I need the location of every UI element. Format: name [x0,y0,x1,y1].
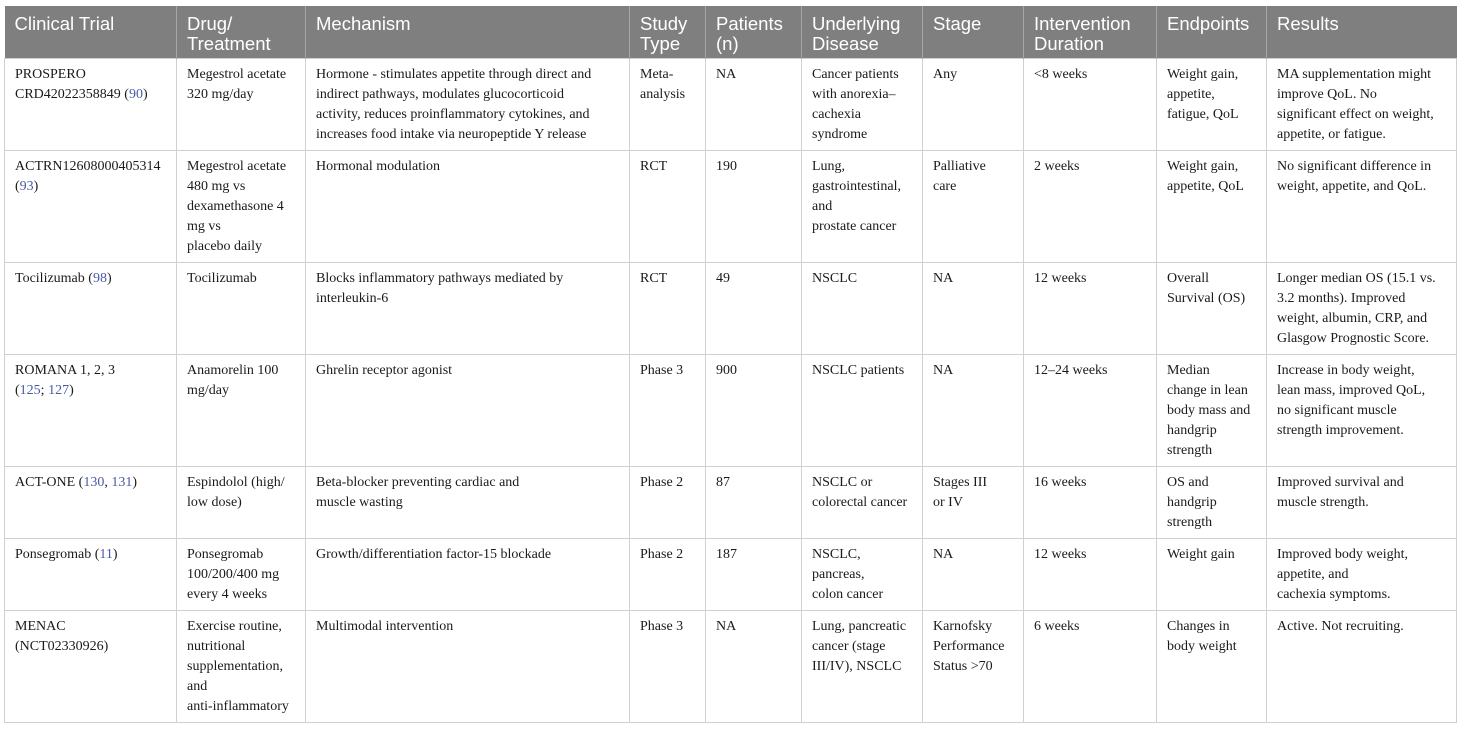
cell-study-type-line: Phase 3 [640,619,684,634]
table-row [5,467,1457,539]
cell-underlying-disease-line: prostate cancer [812,219,897,234]
cell-mechanism [306,263,630,355]
header-study-type-line: Type [640,33,681,54]
cell-intervention-duration [1024,467,1157,539]
cell-results-line: improve QoL. No [1277,87,1377,102]
header-intervention-duration-line: Duration [1034,33,1104,54]
table-row [5,611,1457,723]
cell-endpoints [1157,539,1267,611]
cell-results-line: Longer median OS (15.1 vs. [1277,271,1436,286]
header-patients [706,6,802,59]
cell-mechanism-line: increases food intake via neuropeptide Y release [316,127,587,142]
cell-mechanism [306,151,630,263]
cell-stage [923,467,1024,539]
cell-study-type-line: analysis [640,87,686,102]
cell-results [1267,467,1457,539]
cell-mechanism-line: Hormone - stimulates appetite through direct and [316,67,592,82]
trial-name-line: (125; 127) [15,383,74,398]
table-row [5,151,1457,263]
table-row [5,539,1457,611]
cell-drug-treatment [177,467,306,539]
cell-mechanism-line: Blocks inflammatory pathways mediated by [316,271,564,286]
cell-intervention-duration-line: 2 weeks [1034,159,1080,174]
cell-mechanism-line: Ghrelin receptor agonist [316,363,453,378]
header-stage [923,6,1024,59]
cell-clinical-trial [5,539,177,611]
trial-name-line: ACTRN12608000405314 [15,159,161,174]
cell-results-line: appetite, and [1277,567,1349,582]
cell-patients-line: NA [716,67,737,82]
cell-drug-treatment-line: Ponsegromab [187,547,264,562]
reference-link[interactable]: 90 [128,87,143,102]
cell-patients [706,59,802,151]
cell-intervention-duration [1024,355,1157,467]
cell-mechanism [306,611,630,723]
cell-intervention-duration-line: <8 weeks [1034,67,1088,82]
header-results [1267,6,1457,59]
cell-drug-treatment [177,539,306,611]
cell-results [1267,539,1457,611]
cell-patients-line: 49 [716,271,730,286]
cell-stage-line: NA [933,363,954,378]
cell-results-line: strength improvement. [1277,423,1404,438]
cell-results [1267,611,1457,723]
cell-results [1267,263,1457,355]
cell-underlying-disease [802,467,923,539]
cell-results-line: Improved survival and [1277,475,1404,490]
cell-results-line: weight, albumin, CRP, and [1277,311,1428,326]
cell-mechanism-line: muscle wasting [316,495,403,510]
reference-link[interactable]: 125 [19,383,41,398]
header-study-type [630,6,706,59]
cell-results-line: Active. Not recruiting. [1277,619,1404,634]
cell-patients-line: 900 [716,363,737,378]
cell-underlying-disease-line: NSCLC patients [812,363,905,378]
cell-underlying-disease-line: with anorexia– [812,87,896,102]
cell-drug-treatment-line: Exercise routine, [187,619,282,634]
header-drug-treatment [177,6,306,59]
cell-stage [923,355,1024,467]
cell-mechanism-line: Beta-blocker preventing cardiac and [316,475,520,490]
cell-stage [923,151,1024,263]
header-endpoints [1157,6,1267,59]
cell-results-line: No significant difference in [1277,159,1432,174]
header-underlying-disease-line: Underlying [812,13,901,34]
cell-drug-treatment-line: Anamorelin 100 [187,363,279,378]
cell-results [1267,355,1457,467]
cell-endpoints-line: Weight gain, [1167,67,1239,82]
cell-stage-line: Karnofsky [933,619,993,634]
reference-link[interactable]: 11 [99,547,113,562]
cell-clinical-trial [5,151,177,263]
cell-results-line: no significant muscle [1277,403,1397,418]
header-drug-treatment-line: Treatment [187,33,271,54]
header-endpoints-line: Endpoints [1167,13,1250,34]
cell-underlying-disease-line: Lung, pancreatic [812,619,907,634]
cell-drug-treatment-line: 320 mg/day [187,87,254,102]
cell-drug-treatment-line: dexamethasone 4 [187,199,284,214]
cell-drug-treatment-line: low dose) [187,495,242,510]
table-row [5,263,1457,355]
reference-link[interactable]: 131 [111,475,133,490]
cell-stage-line: care [933,179,957,194]
cell-mechanism [306,467,630,539]
trial-name-line: (NCT02330926) [15,639,109,654]
cell-drug-treatment-line: anti-inflammatory [187,699,289,714]
trial-name-line: (93) [15,179,39,194]
cell-underlying-disease-line: cachexia [812,107,861,122]
cell-intervention-duration-line: 6 weeks [1034,619,1080,634]
cell-results-line: significant effect on weight, [1277,107,1434,122]
cell-results-line: cachexia symptoms. [1277,587,1391,602]
cell-drug-treatment-line: mg/day [187,383,229,398]
cell-mechanism [306,539,630,611]
cell-clinical-trial [5,263,177,355]
header-underlying-disease [802,6,923,59]
cell-endpoints-line: Weight gain [1167,547,1235,562]
cell-study-type [630,59,706,151]
cell-endpoints-line: handgrip [1167,495,1217,510]
cell-endpoints [1157,263,1267,355]
cell-results-line: appetite, or fatigue. [1277,127,1386,142]
trial-name-line: Tocilizumab (98) [15,271,112,286]
cell-stage-line: Performance [933,639,1005,654]
cell-endpoints-line: change in lean [1167,383,1248,398]
cell-stage-line: NA [933,547,954,562]
cell-patients [706,151,802,263]
cell-drug-treatment [177,355,306,467]
cell-mechanism-line: Growth/differentiation factor-15 blockade [316,547,552,562]
cell-study-type [630,467,706,539]
cell-drug-treatment-line: placebo daily [187,239,263,254]
cell-patients [706,355,802,467]
cell-drug-treatment-line: 100/200/400 mg [187,567,280,582]
cell-stage-line: Any [933,67,958,82]
cell-mechanism-line: Multimodal intervention [316,619,454,634]
cell-study-type-line: Phase 2 [640,547,684,562]
cell-endpoints-line: OS and [1167,475,1209,490]
cell-underlying-disease [802,355,923,467]
header-clinical-trial-line: Clinical Trial [14,13,115,34]
cell-underlying-disease [802,539,923,611]
cell-intervention-duration-line: 12 weeks [1034,547,1087,562]
cell-results-line: Increase in body weight, [1277,363,1415,378]
table-body [5,59,1457,723]
cell-stage-line: Palliative [933,159,986,174]
header-clinical-trial [5,6,177,59]
reference-link[interactable]: 98 [92,271,107,286]
reference-link[interactable]: 127 [48,383,70,398]
header-mechanism [306,6,630,59]
cell-underlying-disease-line: NSCLC, [812,547,861,562]
cell-stage [923,263,1024,355]
cell-drug-treatment-line: and [187,679,208,694]
cell-mechanism-line: Hormonal modulation [316,159,441,174]
cell-intervention-duration [1024,59,1157,151]
cell-endpoints-line: handgrip [1167,423,1217,438]
cell-intervention-duration-line: 12–24 weeks [1034,363,1108,378]
header-drug-treatment-line: Drug/ [187,13,233,34]
cell-endpoints-line: appetite, QoL [1167,179,1244,194]
cell-endpoints-line: body weight [1167,639,1237,654]
cell-clinical-trial [5,611,177,723]
cell-results [1267,59,1457,151]
cell-study-type-line: RCT [640,271,668,286]
cell-endpoints-line: Median [1167,363,1210,378]
cell-study-type [630,355,706,467]
cell-endpoints-line: Weight gain, [1167,159,1239,174]
cell-results-line: weight, appetite, and QoL. [1277,179,1427,194]
cell-underlying-disease [802,59,923,151]
cell-underlying-disease-line: cancer (stage [812,639,886,654]
trial-name-line: PROSPERO [15,67,86,82]
cell-endpoints [1157,611,1267,723]
trial-name-line: Ponsegromab (11) [15,547,118,562]
cell-underlying-disease-line: colorectal cancer [812,495,908,510]
cell-results-line: Improved body weight, [1277,547,1409,562]
cell-clinical-trial [5,467,177,539]
cell-drug-treatment-line: supplementation, [187,659,284,674]
reference-link[interactable]: 130 [83,475,105,490]
cell-mechanism-line: activity, reduces proinflammatory cytokines, and [316,107,590,122]
cell-study-type-line: Phase 3 [640,363,684,378]
table-row [5,355,1457,467]
cell-endpoints [1157,467,1267,539]
clinical-trials-table [4,6,1457,723]
header-stage-line: Stage [933,13,982,34]
cell-mechanism [306,355,630,467]
cell-drug-treatment-line: mg vs [187,219,221,234]
trial-name-line: CRD42022358849 (90) [15,87,148,102]
cell-endpoints-line: strength [1167,515,1213,530]
header-patients-line: Patients [716,13,783,34]
reference-link[interactable]: 93 [19,179,34,194]
cell-results-line: 3.2 months). Improved [1277,291,1406,306]
header-mechanism-line: Mechanism [316,13,411,34]
cell-underlying-disease [802,611,923,723]
trial-name-line: MENAC [15,619,66,634]
cell-study-type [630,611,706,723]
cell-study-type-line: RCT [640,159,668,174]
cell-intervention-duration [1024,539,1157,611]
cell-underlying-disease-line: Lung, [812,159,846,174]
cell-patients-line: 187 [716,547,737,562]
table-header-row [5,6,1457,59]
cell-stage [923,611,1024,723]
cell-results-line: lean mass, improved QoL, [1277,383,1426,398]
cell-mechanism-line: indirect pathways, modulates glucocorticoid [316,87,565,102]
cell-drug-treatment [177,611,306,723]
cell-drug-treatment-line: Espindolol (high/ [187,475,285,490]
cell-patients-line: 87 [716,475,730,490]
cell-underlying-disease-line: and [812,199,833,214]
cell-stage-line: Stages III [933,475,988,490]
cell-results-line: Glasgow Prognostic Score. [1277,331,1430,346]
cell-study-type-line: Meta- [640,67,674,82]
cell-drug-treatment [177,263,306,355]
cell-underlying-disease-line: gastrointestinal, [812,179,902,194]
cell-intervention-duration [1024,611,1157,723]
cell-underlying-disease [802,263,923,355]
cell-endpoints [1157,355,1267,467]
cell-drug-treatment-line: Tocilizumab [187,271,257,286]
cell-underlying-disease-line: NSCLC or [812,475,873,490]
cell-results-line: MA supplementation might [1277,67,1431,82]
cell-drug-treatment-line: every 4 weeks [187,587,268,602]
cell-drug-treatment-line: Megestrol acetate [187,159,287,174]
cell-intervention-duration [1024,151,1157,263]
cell-intervention-duration-line: 16 weeks [1034,475,1087,490]
cell-results [1267,151,1457,263]
cell-intervention-duration-line: 12 weeks [1034,271,1087,286]
cell-study-type [630,263,706,355]
cell-patients [706,611,802,723]
cell-underlying-disease-line: colon cancer [812,587,884,602]
cell-drug-treatment [177,59,306,151]
cell-endpoints-line: body mass and [1167,403,1251,418]
header-intervention-duration [1024,6,1157,59]
cell-patients-line: 190 [716,159,737,174]
cell-endpoints [1157,151,1267,263]
cell-underlying-disease-line: syndrome [812,127,868,142]
header-results-line: Results [1277,13,1339,34]
cell-intervention-duration [1024,263,1157,355]
cell-patients [706,263,802,355]
cell-endpoints-line: Survival (OS) [1167,291,1246,306]
cell-stage-line: Status >70 [933,659,993,674]
cell-drug-treatment [177,151,306,263]
cell-stage [923,59,1024,151]
cell-stage [923,539,1024,611]
header-study-type-line: Study [640,13,688,34]
cell-clinical-trial [5,59,177,151]
cell-clinical-trial [5,355,177,467]
cell-study-type-line: Phase 2 [640,475,684,490]
cell-mechanism-line: interleukin-6 [316,291,389,306]
cell-drug-treatment-line: Megestrol acetate [187,67,287,82]
cell-endpoints [1157,59,1267,151]
header-underlying-disease-line: Disease [812,33,879,54]
cell-drug-treatment-line: 480 mg vs [187,179,246,194]
header-patients-line: (n) [716,33,739,54]
cell-stage-line: or IV [933,495,963,510]
cell-endpoints-line: fatigue, QoL [1167,107,1239,122]
cell-underlying-disease-line: III/IV), NSCLC [812,659,902,674]
cell-drug-treatment-line: nutritional [187,639,246,654]
cell-mechanism [306,59,630,151]
cell-endpoints-line: appetite, [1167,87,1215,102]
cell-underlying-disease-line: NSCLC [812,271,858,286]
cell-study-type [630,151,706,263]
cell-patients-line: NA [716,619,737,634]
trial-name-line: ACT-ONE (130, 131) [15,475,137,490]
cell-endpoints-line: Overall [1167,271,1209,286]
cell-endpoints-line: Changes in [1167,619,1230,634]
cell-endpoints-line: strength [1167,443,1213,458]
clinical-trials-table-container [4,6,1456,723]
cell-results-line: muscle strength. [1277,495,1369,510]
cell-underlying-disease-line: Cancer patients [812,67,899,82]
cell-study-type [630,539,706,611]
table-row [5,59,1457,151]
trial-name-line: ROMANA 1, 2, 3 [15,363,115,378]
cell-stage-line: NA [933,271,954,286]
cell-patients [706,539,802,611]
cell-patients [706,467,802,539]
cell-underlying-disease-line: pancreas, [812,567,865,582]
header-intervention-duration-line: Intervention [1034,13,1131,34]
cell-underlying-disease [802,151,923,263]
